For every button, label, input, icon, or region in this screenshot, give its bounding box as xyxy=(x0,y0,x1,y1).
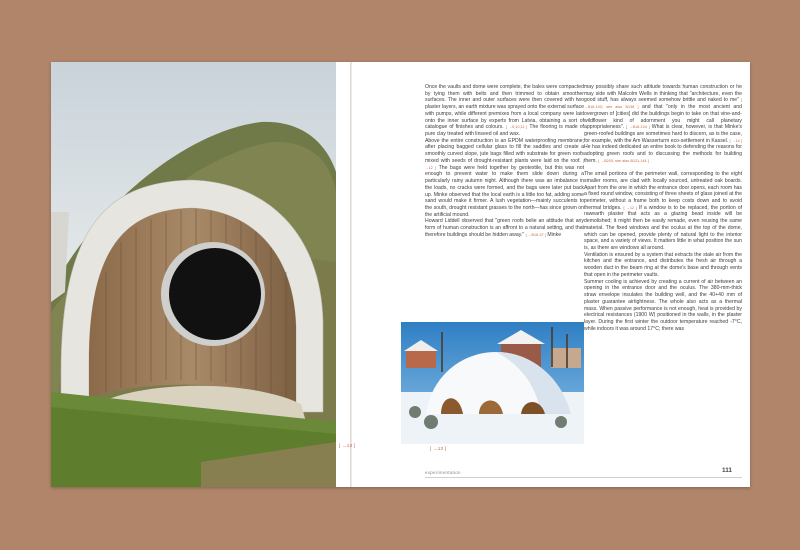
paragraph: The small portions of the perimeter wall, corresponding to the eight smaller rooms, are clad with locally sourced, untreated oak boards. Apart from the one in which the entrance door opens, each room has a fixed round window, consisting of three sheets of glass joined at the perimeter, without a frame both to keep costs down and to avoid thermal bridges. [ →12 ] If a window is to be replaced, the portion of rawearth plaster that acts as a glazing bead inside will be demolished; it might then be easily remade, even reusing the same material. The fixed windows and the oculus at the top of the dome, which can be opened, provide plenty of natural light to the interior space, and a variety of views. It matters little in what position the sun is, as there are windows all around. xyxy=(584,171,742,252)
figure-reference: [ →B16-37 ] xyxy=(525,232,546,237)
footer-rule xyxy=(425,477,742,478)
photo-caption-right: [ →13 ] xyxy=(430,446,447,451)
book-gutter xyxy=(350,62,352,487)
paragraph: Ventilation is ensured by a system that extracts the stale air from the kitchen and the entrance, and distributes the fresh air through a wooden duct in the beam ring at the dome's base and through vents that open in the perimeter vaults. xyxy=(584,251,742,278)
snow-dome-photo xyxy=(401,322,584,444)
hobbit-house-photo xyxy=(51,62,336,487)
paragraph: Above the entire construction is an EPDM waterproofing membrane; after placing bagged cellular glass to fill the saddles and create a smoothly curved slope, jute bags filled with substrate for green roofs mixed with seeds of drought-resistant plants were laid on the roof. [ →12 ] The bags were held together by geotextile, but this was not enough to prevent water to make them slide down during a particularly rainy autumn night. Although there was an imbalance in the loads, no cracks were formed, and the bags were later put back up. Minke observed that the local earth is a little too fat, adding some sand would make it firmer. A lush vegetation—mainly succulents to the south, drought resistant grasses to the north—has since grown on the artificial mound. xyxy=(425,137,584,218)
paragraph: Summer cooling is achieved by creating a current of air between an opening in the entrance door and the oculus. The 380-mm-thick straw envelope insulates the building well, and the 40+40 mm of plaster guarantee airtightness. The whole also acts as a thermal mass. When passive performance is not enough, heat is provided by electrical resistances (1900 W) positioned in the walls, in the plaster layer. During the first winter the outdoor temperature reached -7°C, while indoors it was around 17°C; there was xyxy=(584,278,742,332)
page-number: 111 xyxy=(722,467,732,474)
text-column-left xyxy=(425,84,584,239)
figure-reference: [ →5,10,11 ] xyxy=(505,125,528,130)
photo-caption-left: [ →13 ] xyxy=(339,443,356,448)
figure-reference: [ →B203; see also B131,144 ] xyxy=(598,158,649,163)
paragraph: Howard Liddell observed that "green roofs belie an attitude that any form of human construction is an affront to a natural setting, and that therefore buildings should be hidden away." [ →B16-37 ] Minke xyxy=(425,218,584,238)
text-column-right xyxy=(584,84,742,332)
paragraph: may possibly share such attitude towards human construction or he may side with Malcolm Wells in thinking that "architecture, even the good stuff, has always seemed somehow brittle and naked to me" [ →B16-103; see also B138 ] and that "only in the most ancient and overgrown of [cities] did the buildings begin to take on that vine-and-wildflower kind of adornment you might call planetary appropriateness". [ →B16-104 ] What is clear, however, is that Minke's green-roofed buildings are sometimes hard to discern, as is the case, for example, with the Am Wasserturm eco-settlement in Kassel. [ →14 ] He has indeed dedicated an entire book to defending the reasons for adopting green roofs and to discussing the methods for building them. [ →B203; see also B131,144 ] xyxy=(584,84,742,164)
figure-reference: [ →B16-104 ] xyxy=(626,125,650,130)
figure-reference: [ →14 ] xyxy=(729,138,742,143)
paragraph: Once the vaults and dome were complete, the bales were compacted by tying them with belts and then trimmed to obtain smoother surfaces. The inner and outer surfaces were then covered with two plaster layers, an earth mixture was sprayed onto the external surface with pumps, while different premixes from a local company were laid onto the inner surface by experts from Latvia, obtaining a sort of catalogue of finishes and colours. [ →5,10,11 ] The flooring is made of pure clay treated with linseed oil and wax. xyxy=(425,84,584,138)
running-footer: experimentation xyxy=(425,470,461,475)
figure-reference: [ →12 ] xyxy=(425,158,584,170)
figure-reference: [ →B16-103; see also B138 ] xyxy=(584,98,742,110)
figure-reference: [ →12 ] xyxy=(623,205,637,210)
